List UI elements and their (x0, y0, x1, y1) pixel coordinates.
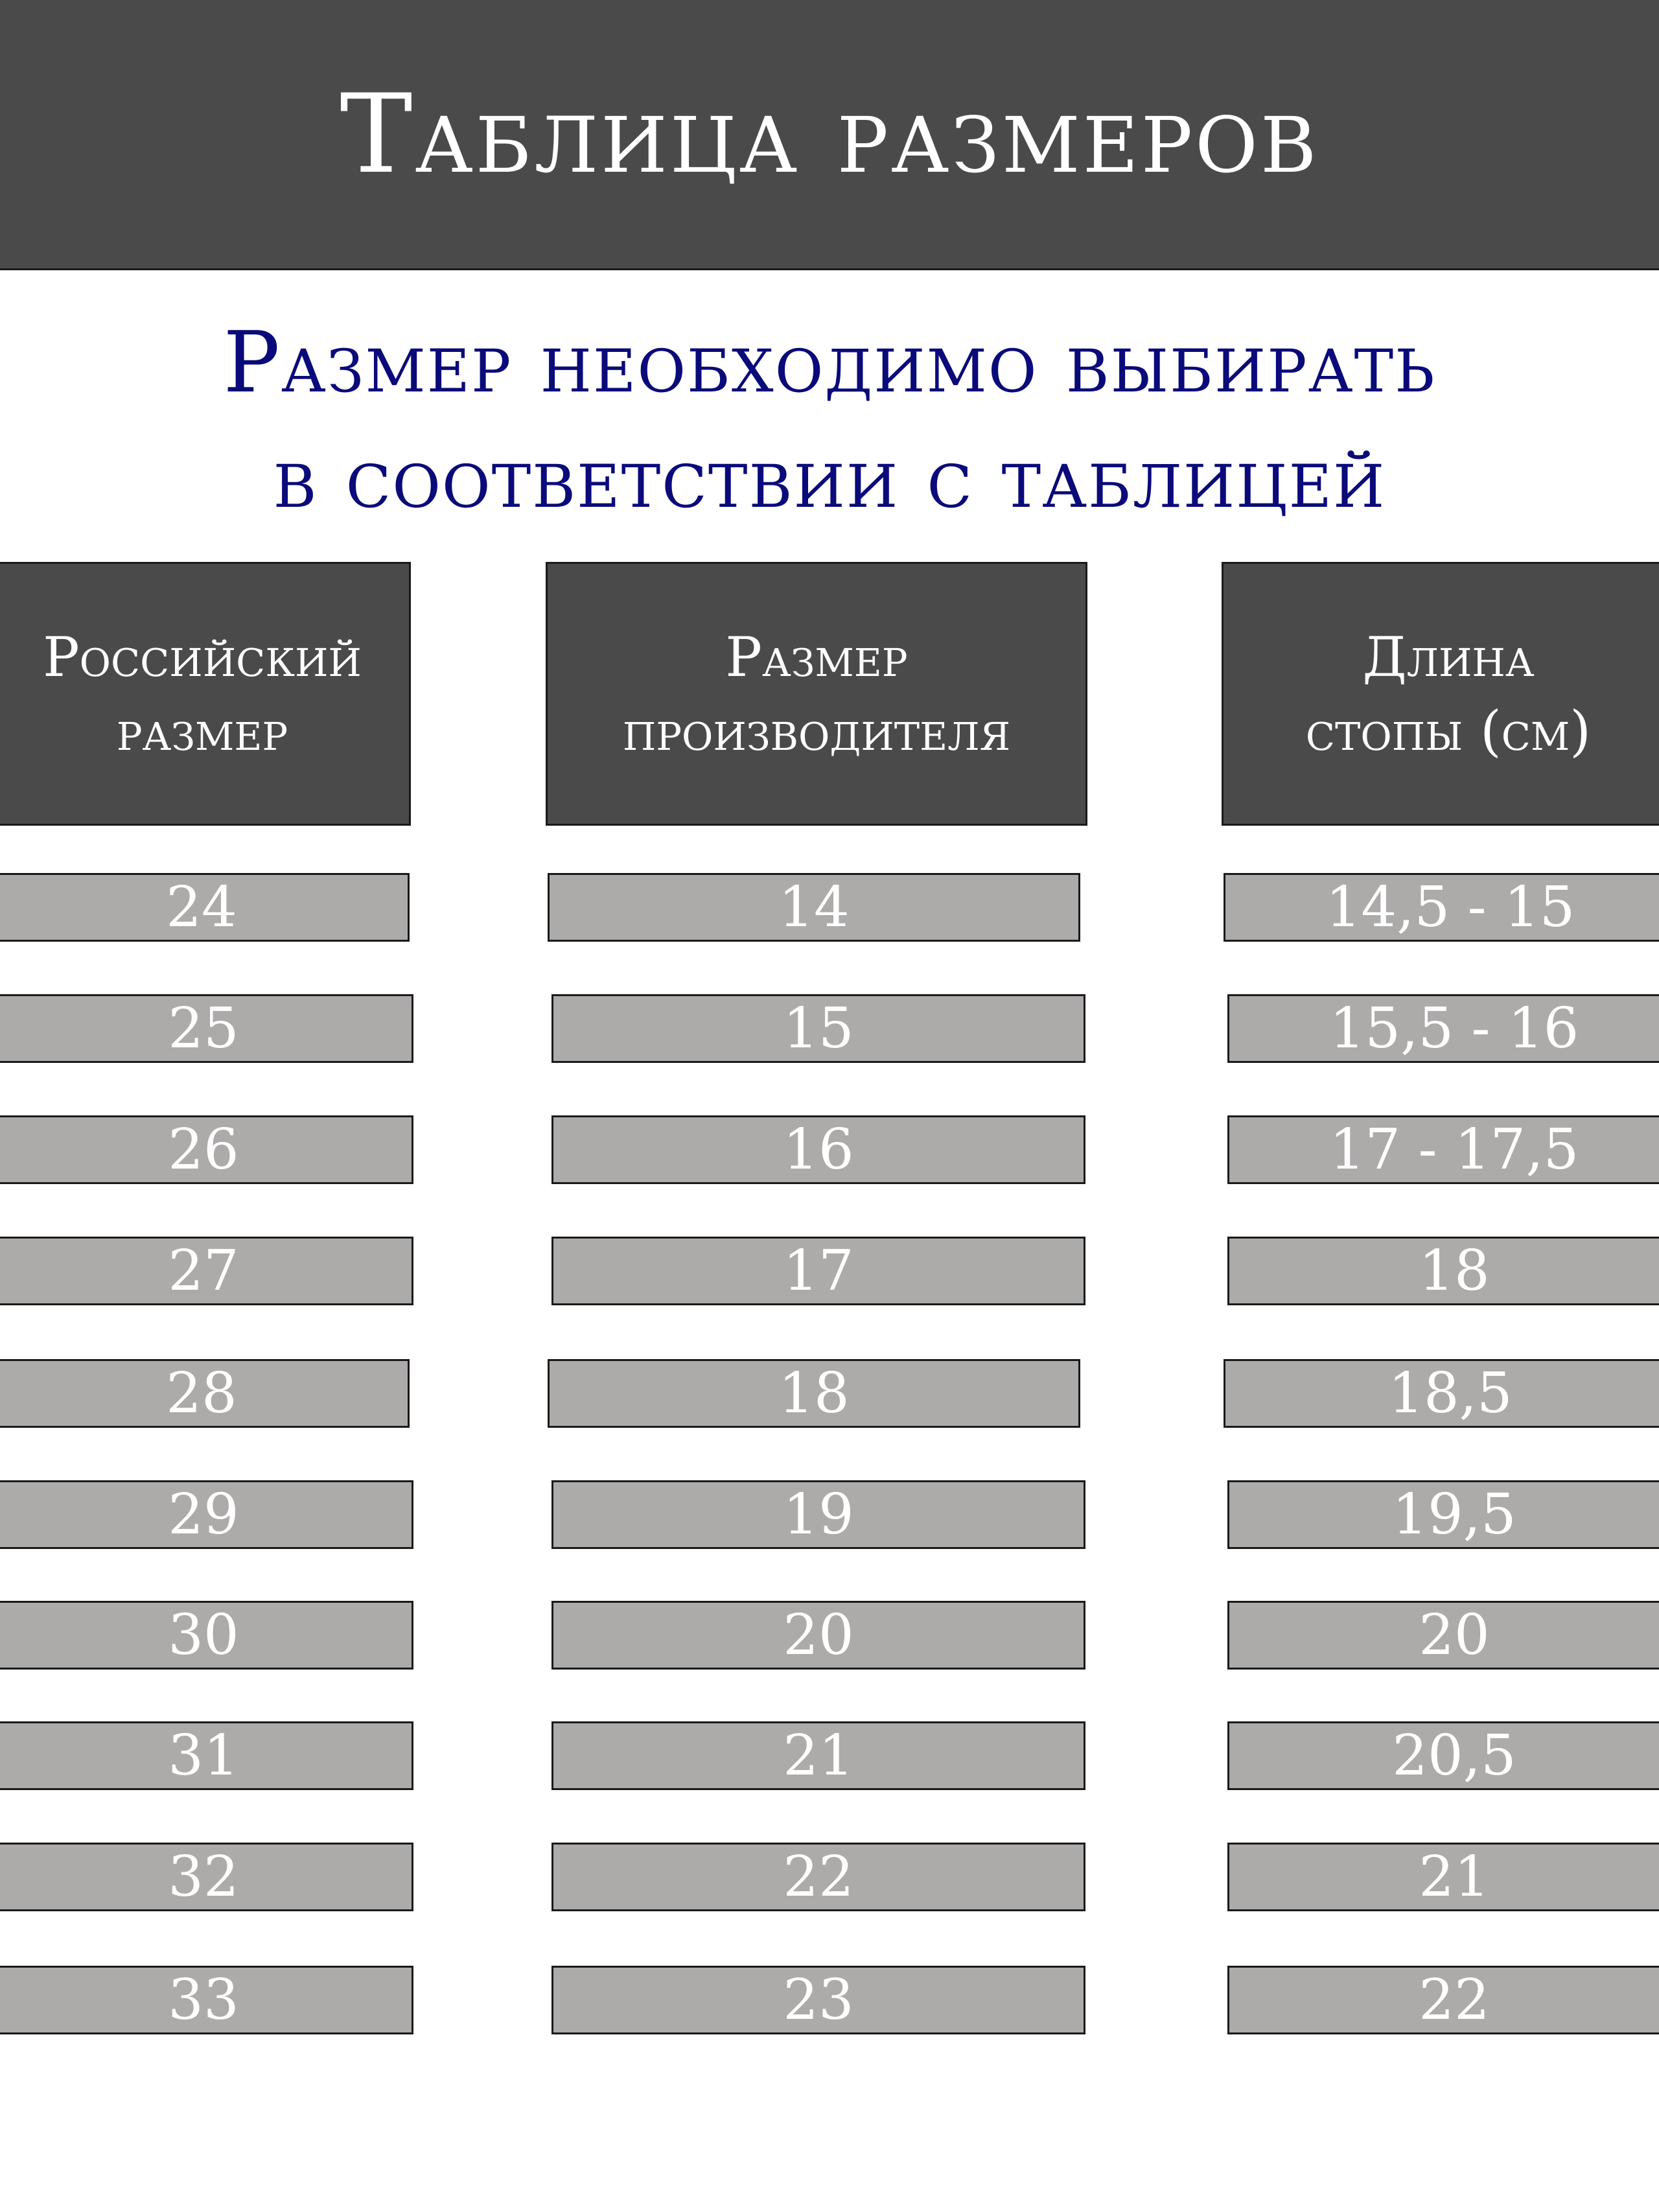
column-header-line-2: производителя (622, 699, 1011, 763)
table-cell-foot-length: 18 (1227, 1237, 1659, 1305)
table-cell-manufacturer-size: 14 (548, 873, 1080, 942)
column-header-line-1: Длина (1362, 625, 1535, 689)
size-notice-line-1: Размер необходимо выбирать (223, 313, 1436, 412)
size-notice (0, 305, 1659, 535)
column-header-line-2: размер (116, 699, 288, 763)
column-header-manufacturer-size (546, 562, 1087, 826)
table-cell-manufacturer-size: 17 (551, 1237, 1085, 1305)
table-cell-foot-length: 20 (1227, 1601, 1659, 1670)
size-notice-line-2: в соответствии с таблицей (273, 428, 1386, 527)
column-header-line-2: стопы (см) (1305, 699, 1592, 763)
page-title: Таблица размеров (340, 71, 1319, 198)
table-cell-manufacturer-size: 21 (551, 1721, 1085, 1790)
table-cell-foot-length: 15,5 - 16 (1227, 994, 1659, 1063)
table-cell-russian-size: 24 (0, 873, 410, 942)
table-cell-russian-size: 28 (0, 1359, 410, 1428)
table-cell-foot-length: 14,5 - 15 (1224, 873, 1659, 942)
column-header-line-1: Размер (725, 625, 908, 689)
table-cell-russian-size: 33 (0, 1966, 413, 2034)
table-cell-russian-size: 27 (0, 1237, 413, 1305)
table-cell-russian-size: 30 (0, 1601, 413, 1670)
table-cell-russian-size: 31 (0, 1721, 413, 1790)
table-cell-foot-length: 20,5 (1227, 1721, 1659, 1790)
table-cell-foot-length: 22 (1227, 1966, 1659, 2034)
column-header-line-1: Российский (43, 625, 362, 689)
table-cell-foot-length: 18,5 (1224, 1359, 1659, 1428)
column-header-russian-size (0, 562, 411, 826)
table-cell-manufacturer-size: 23 (551, 1966, 1085, 2034)
table-cell-russian-size: 29 (0, 1480, 413, 1549)
table-cell-foot-length: 17 - 17,5 (1227, 1115, 1659, 1184)
table-cell-foot-length: 19,5 (1227, 1480, 1659, 1549)
table-cell-manufacturer-size: 18 (548, 1359, 1080, 1428)
table-cell-foot-length: 21 (1227, 1843, 1659, 1911)
table-cell-manufacturer-size: 15 (551, 994, 1085, 1063)
table-cell-manufacturer-size: 22 (551, 1843, 1085, 1911)
table-cell-russian-size: 26 (0, 1115, 413, 1184)
title-banner (0, 0, 1659, 270)
table-cell-manufacturer-size: 20 (551, 1601, 1085, 1670)
column-header-foot-length (1222, 562, 1659, 826)
table-cell-russian-size: 32 (0, 1843, 413, 1911)
table-cell-russian-size: 25 (0, 994, 413, 1063)
table-cell-manufacturer-size: 16 (551, 1115, 1085, 1184)
table-cell-manufacturer-size: 19 (551, 1480, 1085, 1549)
